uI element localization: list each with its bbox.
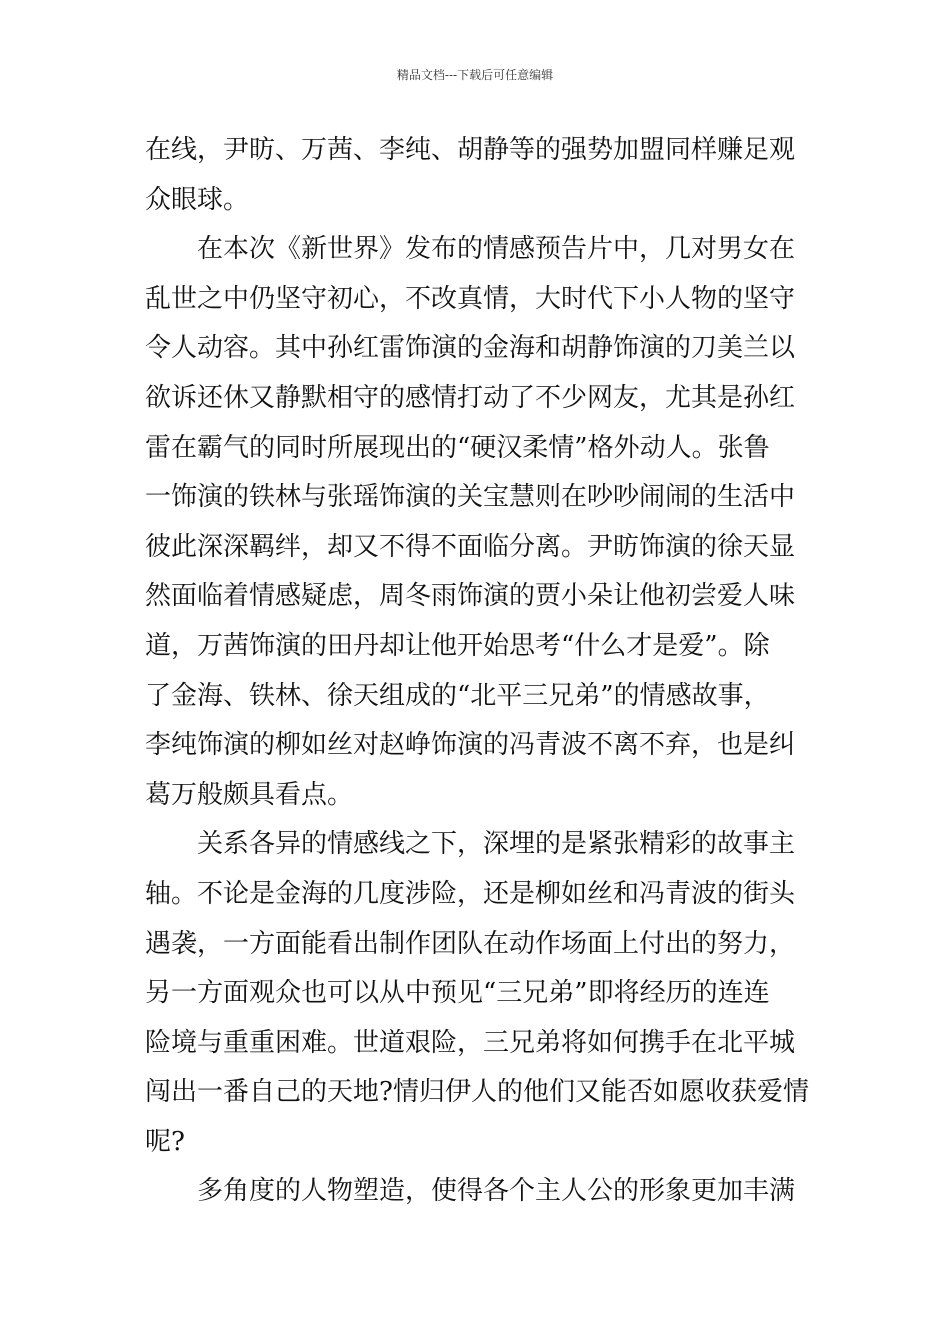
text-line: 欲诉还休又静默相守的感情打动了不少网友，尤其是孙红 — [145, 382, 796, 413]
paragraph-start-line: 在本次《新世界》发布的情感预告片中，几对男女在 — [197, 234, 796, 265]
text-line: 呢? — [145, 1126, 185, 1157]
text-line: 闯出一番自己的天地?情归伊人的他们又能否如愿收获爱情 — [145, 1077, 809, 1108]
text-line: 道，万茜饰演的田丹却让他开始思考“什么才是爱”。除 — [145, 630, 770, 661]
paragraph-start-line: 关系各异的情感线之下，深埋的是紧张精彩的故事主 — [197, 829, 796, 860]
article-body — [145, 126, 809, 1217]
text-line: 然面临着情感疑虑，周冬雨饰演的贾小朵让他初尝爱人味 — [145, 581, 796, 612]
paragraph-start-line: 多角度的人物塑造，使得各个主人公的形象更加丰满 — [197, 1176, 796, 1207]
text-line: 乱世之中仍坚守初心，不改真情，大时代下小人物的坚守 — [145, 283, 796, 314]
text-line: 李纯饰演的柳如丝对赵峥饰演的冯青波不离不弃，也是纠 — [145, 730, 796, 761]
text-line: 令人动容。其中孙红雷饰演的金海和胡静饰演的刀美兰以 — [145, 333, 796, 364]
text-line: 葛万般颇具看点。 — [145, 779, 354, 810]
page-header: 精品文档---下载后可任意编辑 — [396, 68, 554, 82]
text-line: 众眼球。 — [145, 184, 250, 215]
text-line: 一饰演的铁林与张瑶饰演的关宝慧则在吵吵闹闹的生活中 — [145, 482, 796, 513]
text-line: 彼此深深羁绊，却又不得不面临分离。尹昉饰演的徐天显 — [145, 531, 796, 562]
text-line: 另一方面观众也可以从中预见“三兄弟”即将经历的连连 — [145, 978, 770, 1009]
text-line: 雷在霸气的同时所展现出的“硬汉柔情”格外动人。张鲁 — [145, 432, 770, 463]
text-line: 了金海、铁林、徐天组成的“北平三兄弟”的情感故事， — [145, 680, 770, 711]
text-line: 遇袭，一方面能看出制作团队在动作场面上付出的努力， — [145, 928, 796, 959]
text-line: 险境与重重困难。世道艰险，三兄弟将如何携手在北平城 — [145, 1027, 796, 1058]
text-line: 轴。不论是金海的几度涉险，还是柳如丝和冯青波的街头 — [145, 878, 796, 909]
text-line: 在线，尹昉、万茜、李纯、胡静等的强势加盟同样赚足观 — [145, 135, 796, 165]
